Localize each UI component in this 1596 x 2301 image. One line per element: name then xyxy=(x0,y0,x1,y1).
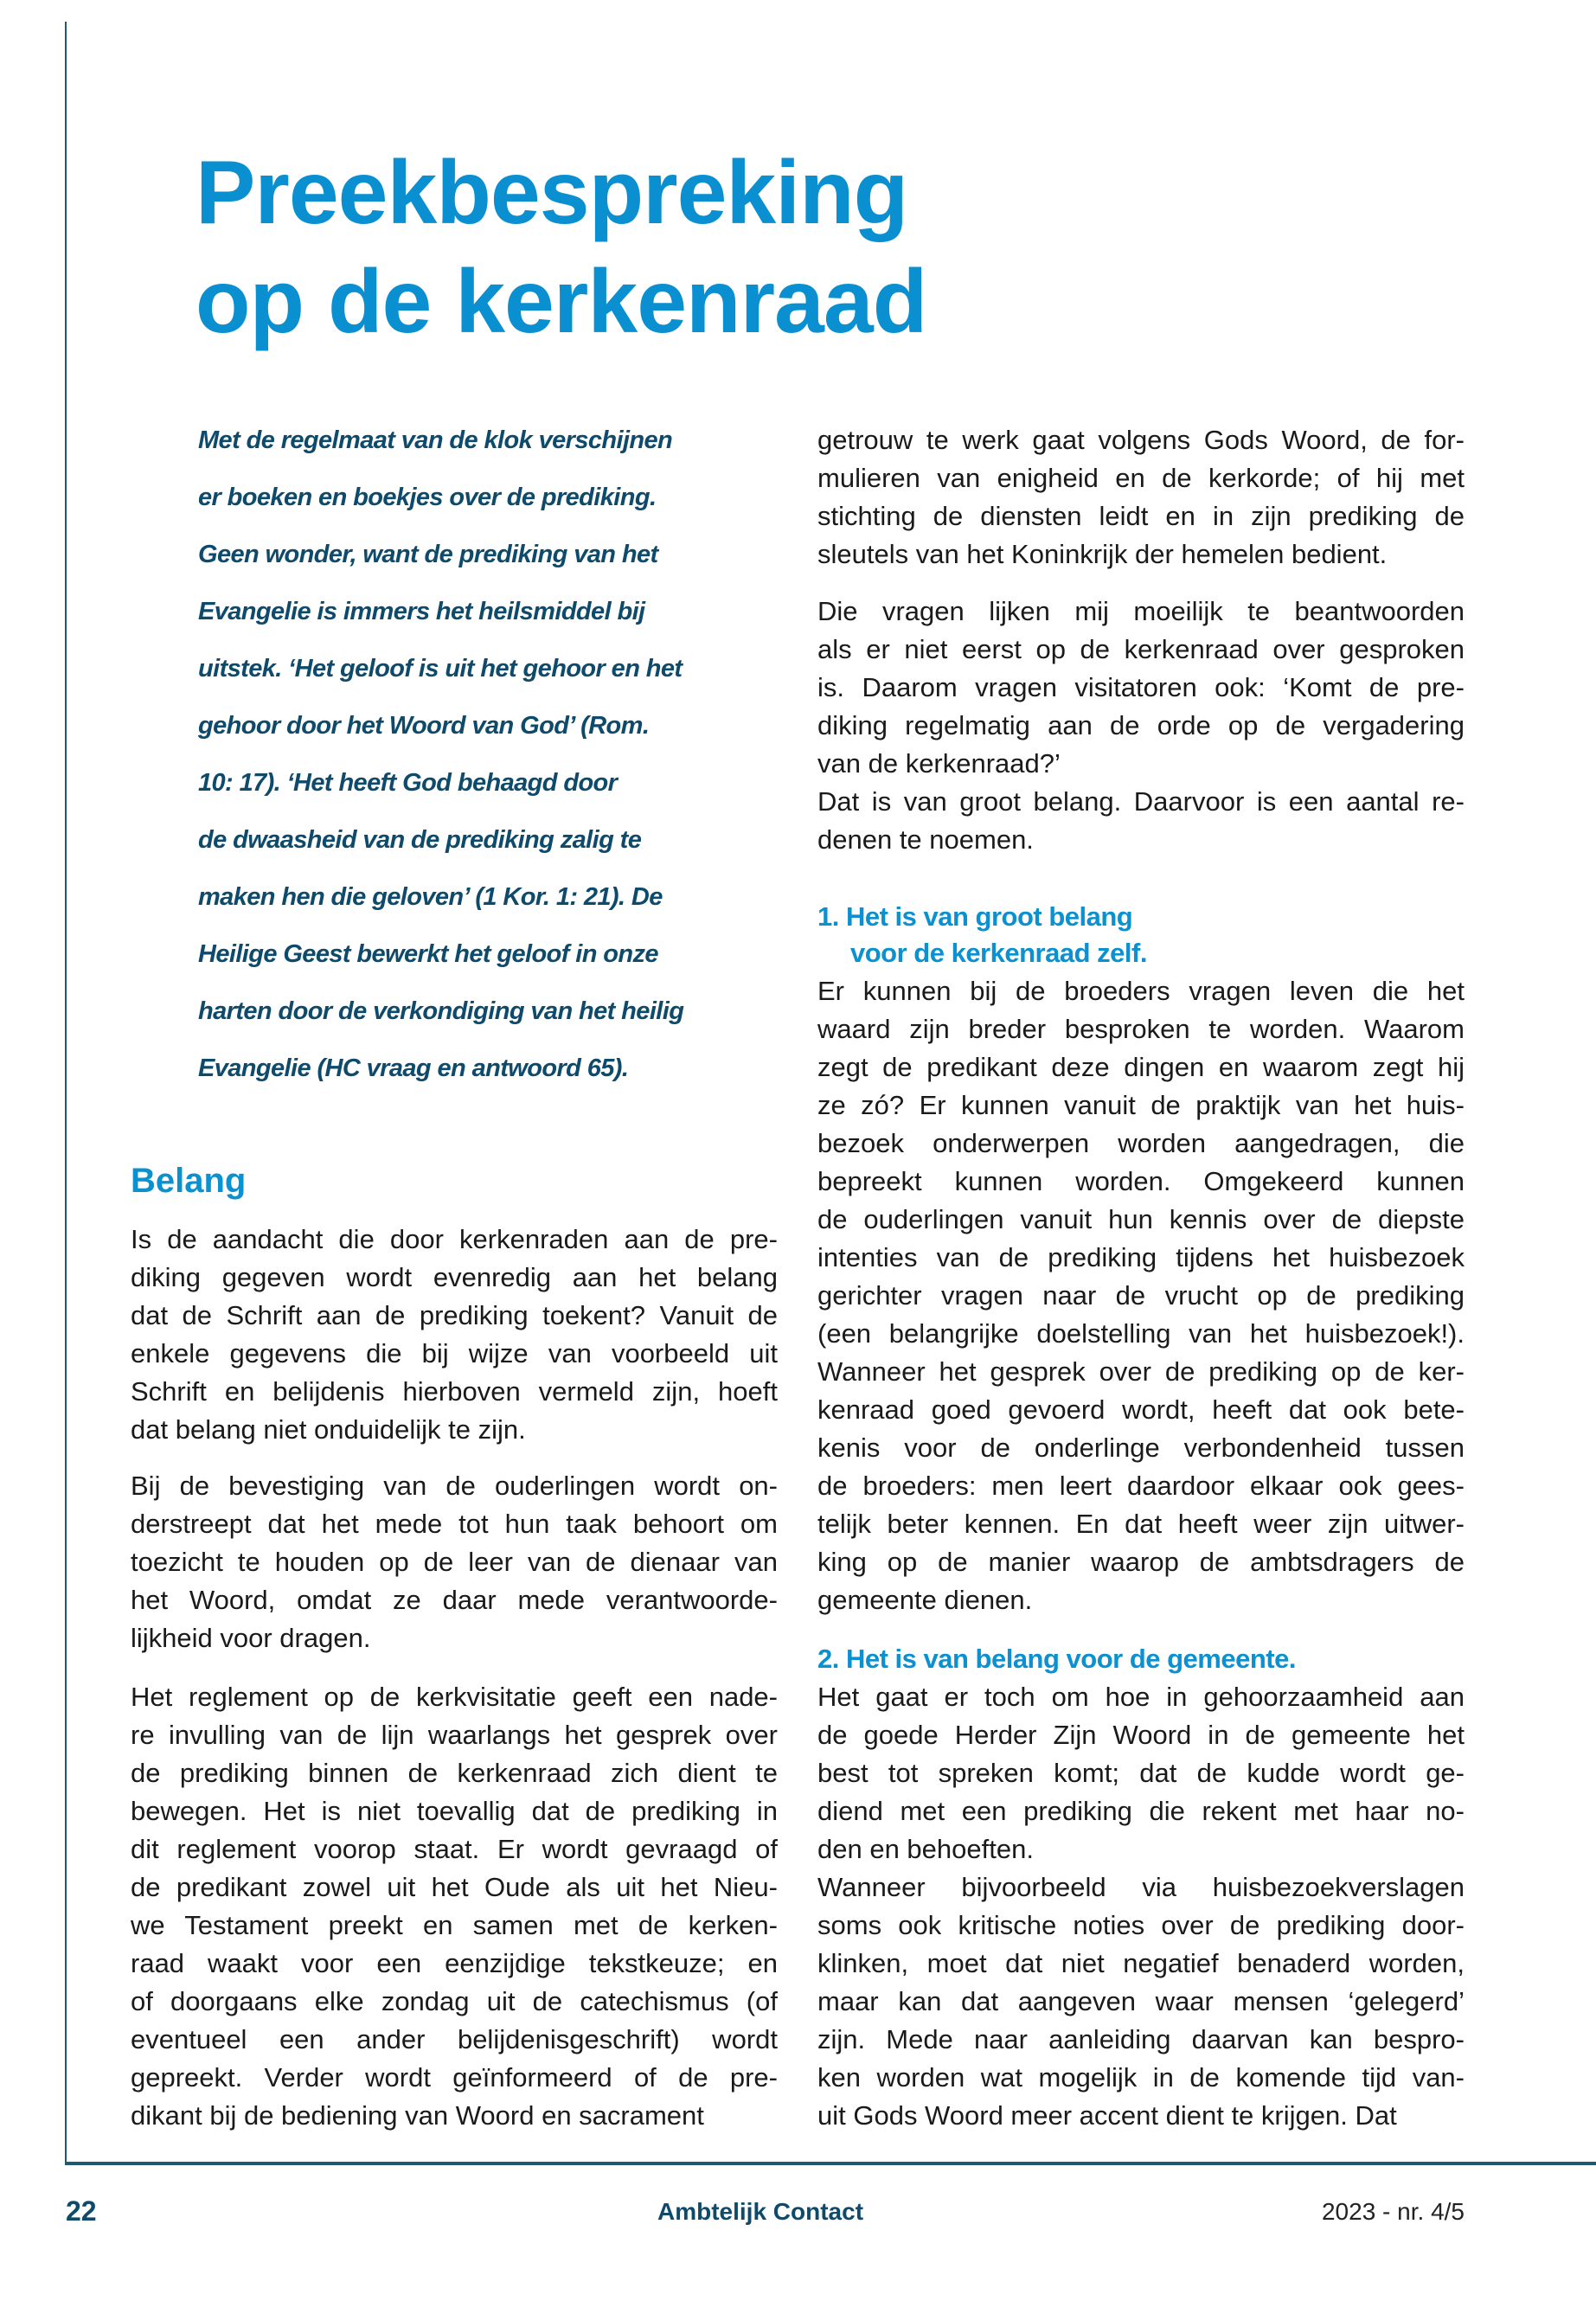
text-line: (een belangrijke doelstelling van het huisbezoek!). xyxy=(817,1318,1465,1349)
text-line: Het reglement op de kerkvisitatie geeft een nade- xyxy=(131,1682,778,1712)
text-line: lijkheid voor dragen. xyxy=(131,1623,371,1653)
text-line: 10: 17). ‘Het heeft God behaagd door xyxy=(198,769,618,797)
paragraph xyxy=(817,421,1465,574)
text-line: gehoor door het Woord van God’ (Rom. xyxy=(198,712,650,740)
text-line: bewegen. Het is niet toevallig dat de prediking in xyxy=(131,1796,778,1826)
text-line: gemeente dienen. xyxy=(817,1585,1033,1615)
text-line: Het gaat er toch om hoe in gehoorzaamheid aan xyxy=(817,1682,1465,1712)
text-line: de goede Herder Zijn Woord in de gemeente het xyxy=(817,1720,1465,1750)
paragraph xyxy=(131,1678,778,2135)
text-line: Bij de bevestiging van de ouderlingen wordt on- xyxy=(131,1471,778,1501)
text-line: denen te noemen. xyxy=(817,824,1034,855)
text-line: we Testament preekt en samen met de kerken- xyxy=(131,1910,778,1940)
text-line: toezicht te houden op de leer van de dienaar van xyxy=(131,1547,778,1577)
paragraph xyxy=(817,972,1465,1619)
text-line: ken worden wat mogelijk in de komende tijd van- xyxy=(817,2062,1465,2093)
text-line: Die vragen lijken mij moeilijk te beantwoorden xyxy=(817,596,1465,626)
article-title xyxy=(195,138,926,356)
text-line: gepreekt. Verder wordt geïnformeerd of de pre- xyxy=(131,2062,778,2093)
text-line: waard zijn breder besproken te worden. Waarom xyxy=(817,1014,1465,1044)
text-line: soms ook kritische noties over de prediking door- xyxy=(817,1910,1465,1940)
text-line: diend met een prediking die rekent met haar no- xyxy=(817,1796,1465,1826)
text-line: Evangelie is immers het heilsmiddel bij xyxy=(198,598,645,625)
subheading-1-line: 1. Het is van groot belang xyxy=(817,901,1133,932)
paragraph xyxy=(131,1221,778,1449)
text-line: best tot spreken komt; dat de kudde wordt ge- xyxy=(817,1758,1465,1788)
text-line: Heilige Geest bewerkt het geloof in onze xyxy=(198,940,658,968)
text-line: dit reglement voorop staat. Er wordt gevraagd of xyxy=(131,1834,778,1864)
text-line: kenraad goed gevoerd wordt, heeft dat ook bete- xyxy=(817,1394,1465,1425)
text-line: mulieren van enigheid en de kerkorde; of hij met xyxy=(817,463,1465,493)
text-line: Wanneer het gesprek over de prediking op de ker- xyxy=(817,1356,1465,1387)
text-line: intenties van de prediking tijdens het huisbezoek xyxy=(817,1242,1465,1272)
text-line: bezoek onderwerpen worden aangedragen, die xyxy=(817,1128,1465,1158)
text-line: re invulling van de lijn waarlangs het gesprek over xyxy=(131,1720,778,1750)
text-line: als er niet eerst op de kerkenraad over gesproken xyxy=(817,634,1465,664)
text-line: diking regelmatig aan de orde op de vergadering xyxy=(817,710,1465,740)
text-line: getrouw te werk gaat volgens Gods Woord, de for- xyxy=(817,425,1465,455)
text-line: klinken, moet dat niet negatief benaderd worden, xyxy=(817,1948,1465,1978)
subheading-1-line: voor de kerkenraad zelf. xyxy=(850,938,1147,968)
issue-number: 2023 - nr. 4/5 xyxy=(1321,2198,1465,2225)
text-line: enkele gegevens die bij wijze van voorbeeld uit xyxy=(131,1338,778,1368)
text-line: de predikant zowel uit het Oude als uit het Nieu- xyxy=(131,1872,778,1902)
left-margin-rule xyxy=(65,22,67,2165)
text-line: dat belang niet onduidelijk te zijn. xyxy=(131,1414,526,1445)
text-line: kenis voor de onderlinge verbondenheid tussen xyxy=(817,1433,1465,1463)
title-line: Preekbespreking xyxy=(195,143,908,243)
text-line: is. Daarom vragen visitatoren ook: ‘Komt de pre- xyxy=(817,672,1465,702)
text-line: zegt de predikant deze dingen en waarom zegt hij xyxy=(817,1052,1465,1082)
text-line: Is de aandacht die door kerkenraden aan de pre- xyxy=(131,1224,778,1254)
text-line: van de kerkenraad?’ xyxy=(817,748,1061,779)
page-number: 22 xyxy=(66,2195,97,2227)
subheading-1 xyxy=(817,899,1147,971)
text-line: of doorgaans elke zondag uit de catechismus (of xyxy=(131,1986,778,2016)
text-line: de ouderlingen vanuit hun kennis over de diepste xyxy=(817,1204,1465,1234)
section-heading-belang: Belang xyxy=(131,1162,247,1200)
text-line: Evangelie (HC vraag en antwoord 65). xyxy=(198,1054,629,1082)
text-line: raad waakt voor een eenzijdige tekstkeuze; en xyxy=(131,1948,778,1978)
text-line: den en behoeften. xyxy=(817,1834,1034,1864)
text-line: het Woord, omdat ze daar mede verantwoorde- xyxy=(131,1585,778,1615)
subheading-2: 2. Het is van belang voor de gemeente. xyxy=(817,1644,1296,1674)
text-line: maar kan dat aangeven waar mensen ‘gelegerd’ xyxy=(817,1986,1465,2016)
text-line: king op de manier waarop de ambtsdragers de xyxy=(817,1547,1465,1577)
footer-rule xyxy=(65,2162,1596,2165)
text-line: sleutels van het Koninkrijk der hemelen bedient. xyxy=(817,539,1388,569)
text-line: eventueel een ander belijdenisgeschrift) wordt xyxy=(131,2024,778,2054)
text-line: harten door de verkondiging van het heilig xyxy=(198,997,684,1025)
text-line: dat de Schrift aan de prediking toekent? Vanuit de xyxy=(131,1300,778,1330)
text-line: de prediking binnen de kerkenraad zich dient te xyxy=(131,1758,778,1788)
text-line: uitstek. ‘Het geloof is uit het gehoor en het xyxy=(198,655,683,683)
text-line: Wanneer bijvoorbeeld via huisbezoekverslagen xyxy=(817,1872,1465,1902)
text-line: derstreept dat het mede tot hun taak behoort om xyxy=(131,1509,778,1539)
title-line: op de kerkenraad xyxy=(195,252,927,352)
magazine-name: Ambtelijk Contact xyxy=(657,2198,864,2225)
paragraph xyxy=(817,593,1465,859)
text-line: bepreekt kunnen worden. Omgekeerd kunnen xyxy=(817,1166,1465,1196)
text-line: er boeken en boekjes over de prediking. xyxy=(198,484,657,511)
text-line: gerichter vragen naar de vrucht op de prediking xyxy=(817,1280,1465,1311)
paragraph xyxy=(817,1678,1465,2135)
paragraph xyxy=(131,1467,778,1657)
text-line: ze zó? Er kunnen vanuit de praktijk van het huis- xyxy=(817,1090,1465,1120)
text-line: stichting de diensten leidt en in zijn prediking de xyxy=(817,501,1465,531)
text-line: de dwaasheid van de prediking zalig te xyxy=(198,826,642,854)
text-line: dikant bij de bediening van Woord en sacrament xyxy=(131,2100,704,2131)
text-line: zijn. Mede naar aanleiding daarvan kan bespro- xyxy=(817,2024,1465,2054)
text-line: telijk beter kennen. En dat heeft weer zijn uitwer- xyxy=(817,1509,1465,1539)
text-line: de broeders: men leert daardoor elkaar ook gees- xyxy=(817,1471,1465,1501)
text-line: Er kunnen bij de broeders vragen leven die het xyxy=(817,976,1465,1006)
text-line: Schrift en belijdenis hierboven vermeld zijn, hoeft xyxy=(131,1376,778,1407)
text-line: Geen wonder, want de prediking van het xyxy=(198,541,658,568)
text-line: diking gegeven wordt evenredig aan het belang xyxy=(131,1262,778,1292)
intro-lead xyxy=(198,412,752,1097)
text-line: maken hen die geloven’ (1 Kor. 1: 21). De xyxy=(198,883,663,911)
text-line: Dat is van groot belang. Daarvoor is een aantal re- xyxy=(817,786,1465,817)
text-line: Met de regelmaat van de klok verschijnen xyxy=(198,426,673,454)
text-line: uit Gods Woord meer accent dient te krijgen. Dat xyxy=(817,2100,1397,2131)
